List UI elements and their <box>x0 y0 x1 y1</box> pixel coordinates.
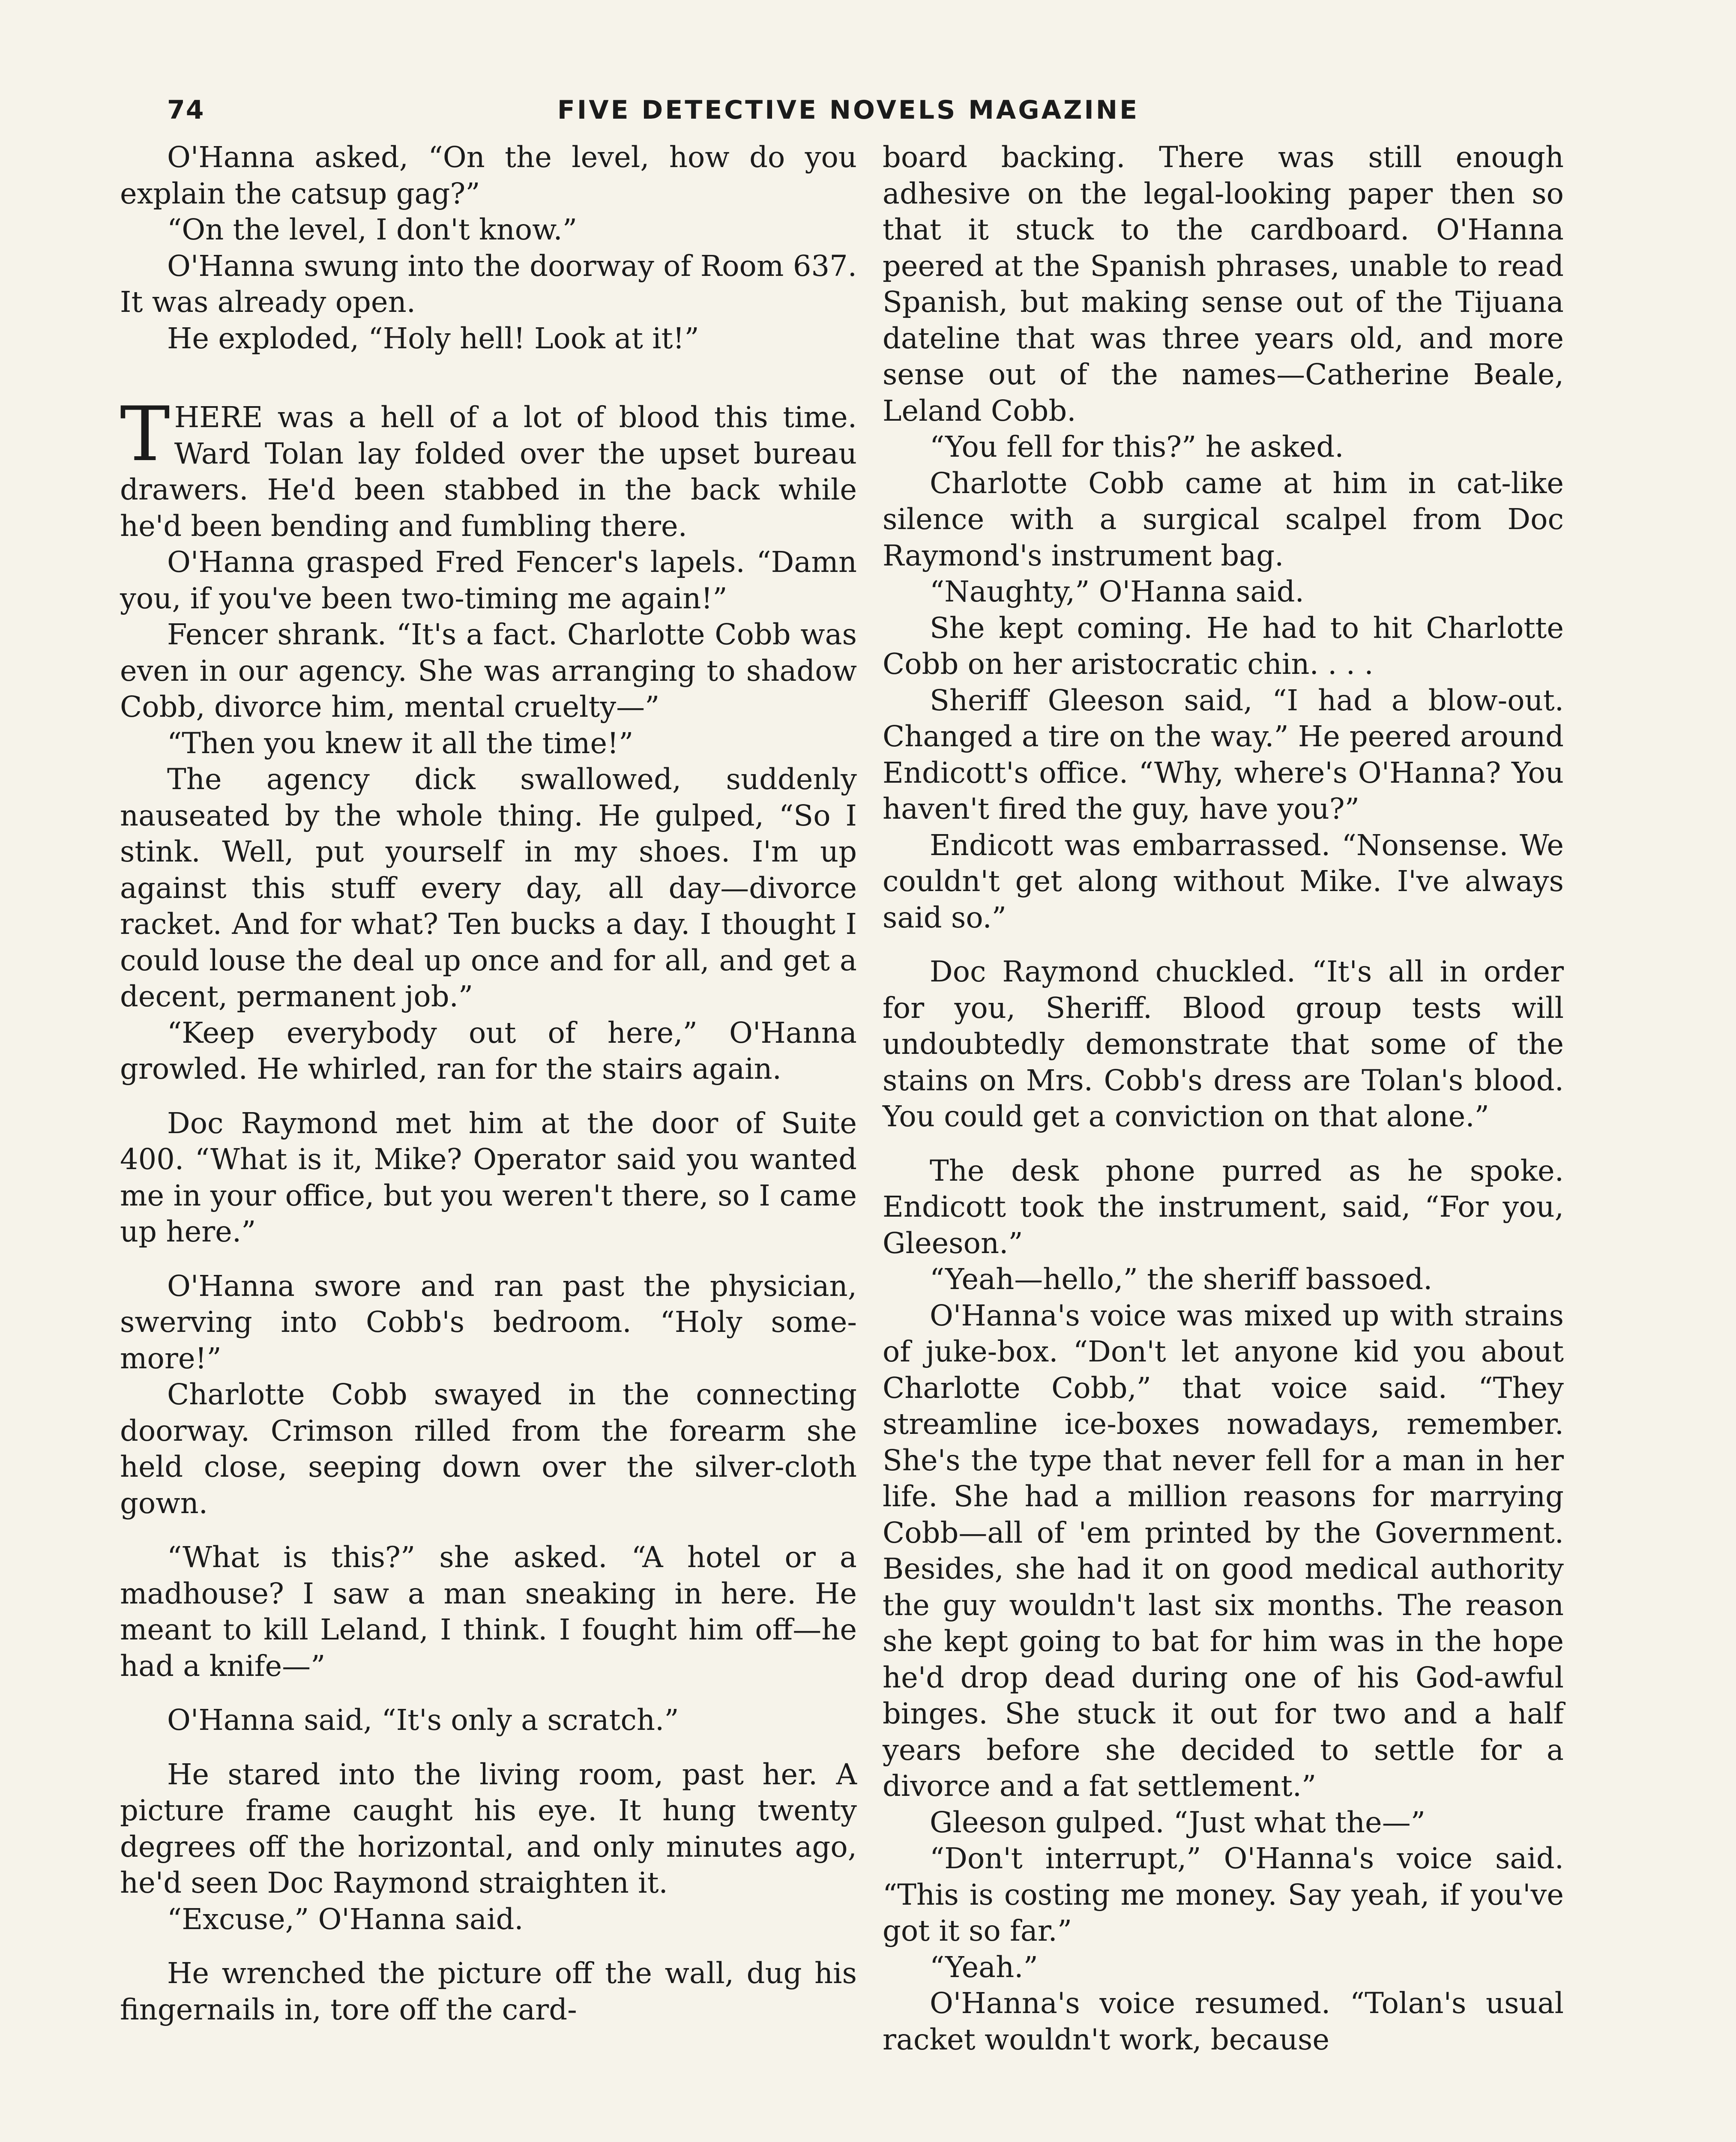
paragraph: “You fell for this?” he asked. <box>930 430 1344 464</box>
paragraph: She kept coming. He had to hit Charlotte Cobb on her aristocratic chin. . . . <box>883 611 1564 681</box>
left-column <box>120 139 857 2028</box>
paragraph: “Don't interrupt,” O'Hanna's voice said. “This is costing me money. Say yeah, if you've got it so far.” <box>883 1842 1564 1948</box>
paragraph: He wrenched the picture off the wall, dug his fingernails in, tore off the card- <box>120 1957 857 2026</box>
paragraph: Charlotte Cobb came at him in cat-like silence with a surgical scalpel from Doc Raymond's instrument bag. <box>883 466 1564 572</box>
paragraph: Fencer shrank. “It's a fact. Charlotte Cobb was even in our agency. She was arranging to shadow Cobb, divorce him, mental cruelty—” <box>120 618 857 724</box>
paragraph: The desk phone purred as he spoke. Endicott took the instrument, said, “For you, Gleeson.” <box>883 1154 1564 1260</box>
paragraph: “Naughty,” O'Hanna said. <box>930 575 1304 608</box>
paragraph: O'Hanna's voice resumed. “Tolan's usual racket wouldn't work, because <box>883 1986 1564 2056</box>
paragraph: board backing. There was still enough adhesive on the legal-looking paper then so that it stuck to the cardboard. O'Hanna peered at the Spanish phrases, unable to read Spanish, but making sense out of the Tijuana dateline that was three years old, and more sense out of the names—Catherine Beale, Leland Cobb. <box>883 141 1564 428</box>
paragraph: Charlotte Cobb swayed in the connecting doorway. Crimson rilled from the forearm she held close, seeping down over the silver-cloth gown. <box>120 1378 857 1520</box>
paragraph: “Yeah—hello,” the sheriff bassoed. <box>930 1262 1433 1296</box>
paragraph: Doc Raymond chuckled. “It's all in order for you, Sheriff. Blood group tests will undoubtedly demonstrate that some of the stains on Mrs. Cobb's dress are Tolan's blood. You could get a conviction on that alone.” <box>883 955 1564 1133</box>
paragraph: “Excuse,” O'Hanna said. <box>167 1902 524 1936</box>
paragraph: He exploded, “Holy hell! Look at it!” <box>167 321 699 355</box>
paragraph: “Then you knew it all the time!” <box>167 726 634 760</box>
paragraph: O'Hanna said, “It's only a scratch.” <box>167 1703 679 1737</box>
paragraph: Endicott was embarrassed. “Nonsense. We couldn't get along without Mike. I've always said so.” <box>883 828 1564 934</box>
paragraph: “Yeah.” <box>930 1950 1038 1984</box>
paragraph: O'Hanna grasped Fred Fencer's lapels. “Damn you, if you've been two-timing me again!” <box>120 545 857 615</box>
paragraph: Doc Raymond met him at the door of Suite 400. “What is it, Mike? Operator said you wanted me in your office, but you weren't there, so I came up here.” <box>120 1106 857 1248</box>
section-start-paragraph: THERE was a hell of a lot of blood this time. Ward Tolan lay folded over the upset bureau drawers. He'd been stabbed in the back while he'd been bending and fumbling there. <box>120 391 857 543</box>
page-number: 74 <box>167 95 205 125</box>
paragraph: “Keep everybody out of here,” O'Hanna growled. He whirled, ran for the stairs again. <box>120 1016 857 1086</box>
paragraph: O'Hanna swore and ran past the physician, swerving into Cobb's bedroom. “Holy some-more!” <box>120 1269 857 1375</box>
paragraph: O'Hanna asked, “On the level, how do you explain the catsup gag?” <box>120 141 857 210</box>
paragraph: Sheriff Gleeson said, “I had a blow-out. Changed a tire on the way.” He peered around Endicott's office. “Why, where's O'Hanna? You haven't fired the guy, have you?” <box>883 683 1564 826</box>
right-column <box>883 139 1564 2058</box>
paragraph: Gleeson gulped. “Just what the—” <box>930 1805 1425 1839</box>
paragraph: “On the level, I don't know.” <box>167 213 578 246</box>
paragraph: He stared into the living room, past her. A picture frame caught his eye. It hung twenty degrees off the horizontal, and only minutes ago, he'd seen Doc Raymond straighten it. <box>120 1757 857 1900</box>
magazine-title: FIVE DETECTIVE NOVELS MAGAZINE <box>557 95 1140 125</box>
paragraph: “What is this?” she asked. “A hotel or a madhouse? I saw a man sneaking in here. He meant to kill Leland, I think. I fought him off—he had a knife—” <box>120 1541 857 1683</box>
page-header <box>129 95 1568 134</box>
paragraph: The agency dick swallowed, suddenly nauseated by the whole thing. He gulped, “So I stink. Well, put yourself in my shoes. I'm up against this stuff every day, all day—divorce racket. And for what? Ten bucks a day. I thought I could louse the deal up once and for all, and get a decent, permanent job.” <box>120 763 857 1013</box>
paragraph: O'Hanna swung into the doorway of Room 637. It was already open. <box>120 249 857 319</box>
paragraph: O'Hanna's voice was mixed up with strains of juke-box. “Don't let anyone kid you about Charlotte Cobb,” that voice said. “They streamline ice-boxes nowadays, remember. She's the type that never fell for a man in her life. She had a million reasons for marrying Cobb—all of 'em printed by the Government. Besides, she had it on good medical authority the guy wouldn't last six months. The reason she kept going to bat for him was in the hope he'd drop dead during one of his God-awful binges. She stuck it out for two and a half years before she decided to settle for a divorce and a fat settlement.” <box>883 1298 1564 1803</box>
